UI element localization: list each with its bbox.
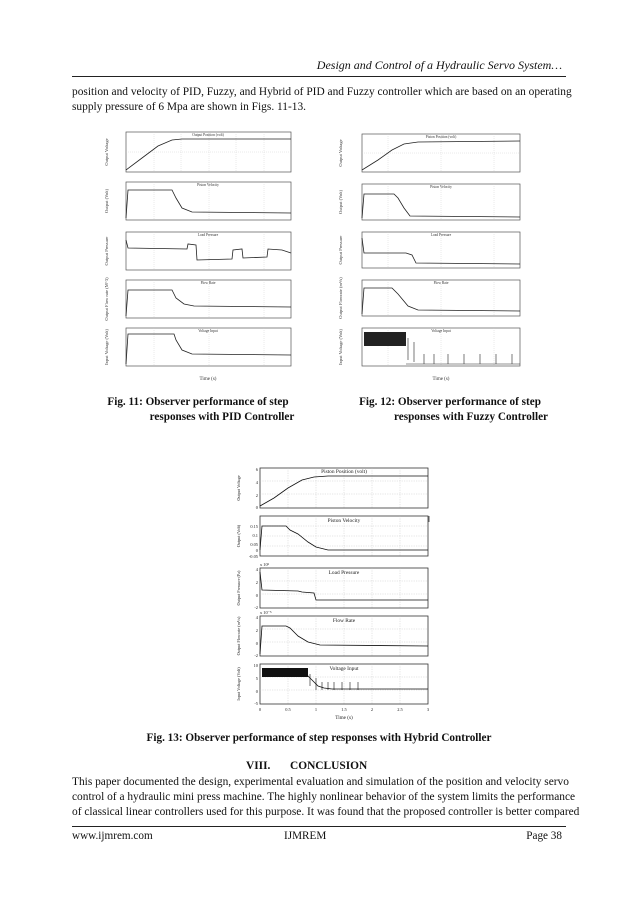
fig13-p4-ytick: 4 bbox=[255, 615, 258, 620]
conclusion-paragraph bbox=[72, 775, 580, 820]
fig11-panel-1-ylabel: Output Voltage bbox=[104, 138, 109, 166]
fig11-panel-2-ylabel: Output (Volt) bbox=[104, 188, 109, 214]
fig11-panel-3-ylabel: Output Pressure bbox=[104, 236, 109, 266]
fig13-p4-ytick: -2 bbox=[254, 653, 258, 658]
fig11-panel-5-ylabel: Input Voltage (Volt) bbox=[104, 329, 109, 365]
fig13-p3-ytick: 0 bbox=[255, 593, 258, 598]
fig12-voltage-chatter bbox=[364, 332, 406, 346]
fig13-p5-ytick: 5 bbox=[255, 676, 258, 681]
fig11-caption-line1: Fig. 11: Observer performance of step bbox=[107, 396, 289, 408]
section-number: VIII. bbox=[246, 760, 271, 772]
fig13-xtick: 2 bbox=[370, 707, 374, 712]
fig13-panel-3-ylabel: Output Pressure (Pa) bbox=[236, 570, 241, 606]
fig11-figure bbox=[92, 128, 304, 390]
fig12-caption-line2: responses with Fuzzy Controller bbox=[393, 411, 549, 423]
fig13-panel-4-ylabel: Output Flowrate (m³/s) bbox=[236, 616, 241, 656]
fig13-p2-ytick: 0.1 bbox=[252, 533, 258, 538]
fig13-p2-ytick: -0.05 bbox=[248, 554, 258, 559]
fig11-panel-4 bbox=[126, 280, 291, 318]
fig12-panel-1-title: Piston Position (volt) bbox=[425, 135, 457, 139]
fig13-p1-ytick: 6 bbox=[255, 467, 258, 472]
intro-paragraph bbox=[72, 85, 572, 115]
conclusion-line-1: This paper documented the design, experimental evaluation and simulation of the position and velocity servo bbox=[72, 776, 569, 788]
fig13-p1-ytick: 2 bbox=[255, 493, 258, 498]
fig11-panel-2-title: Piston Velocity bbox=[197, 183, 219, 187]
fig12-panel-4-ylabel: Output Flowrate (m³/s) bbox=[338, 277, 343, 319]
fig13-p5-ytick: 10 bbox=[253, 663, 258, 668]
fig11-panel-3 bbox=[126, 232, 291, 270]
fig13-p3-ytick: 4 bbox=[255, 567, 258, 572]
fig13-caption: Fig. 13: Observer performance of step responses with Hybrid Controller bbox=[146, 732, 492, 744]
fig13-p4-ytick: 0 bbox=[255, 641, 258, 646]
fig13-p4-ytick: 2 bbox=[255, 628, 258, 633]
fig13-xtick: 2.5 bbox=[397, 707, 403, 712]
fig11-panel-3-title: Load Pressure bbox=[197, 233, 219, 237]
fig12-caption bbox=[344, 395, 556, 425]
fig12-panel-5-title: Voltage Input bbox=[431, 329, 451, 333]
running-title: Design and Control of a Hydraulic Servo System… bbox=[316, 58, 562, 72]
fig12-trace-position bbox=[362, 141, 520, 170]
fig13-xtick: 1.5 bbox=[341, 707, 347, 712]
footer-rule bbox=[72, 826, 566, 827]
fig11-panel-4-title: Flow Rate bbox=[200, 281, 216, 285]
fig13-panel-2-title: Piston Velocity bbox=[327, 518, 361, 524]
fig13-p5-ytick: -5 bbox=[254, 701, 258, 706]
fig12-panel-1-ylabel: Output Voltage bbox=[338, 139, 343, 167]
fig11-trace-flow bbox=[126, 290, 291, 316]
fig13-xtick: 0.5 bbox=[285, 707, 291, 712]
fig12-panel-2-ylabel: Output (Volt) bbox=[338, 189, 343, 215]
fig12-panel-3-title: Load Pressure bbox=[430, 233, 452, 237]
fig13-p2-ytick: 0 bbox=[255, 548, 258, 553]
fig13-xtick: 3 bbox=[426, 707, 430, 712]
fig12-xlabel: Time (s) bbox=[432, 377, 450, 382]
fig11-trace-voltage bbox=[126, 334, 291, 364]
fig11-panel-2 bbox=[126, 182, 291, 220]
fig13-panel-4-exponent: x 10⁻⁵ bbox=[260, 610, 272, 615]
fig11-trace-velocity bbox=[126, 190, 291, 218]
fig12-panel-2-title: Piston Velocity bbox=[430, 185, 452, 189]
fig12-panel-4-title: Flow Rate bbox=[433, 281, 449, 285]
intro-line-2: supply pressure of 6 Mpa are shown in Figs. 11-13. bbox=[72, 101, 307, 113]
fig11-panel-1-title: Output Position (volt) bbox=[192, 133, 224, 137]
fig11-panel-4-ylabel: Output Flow rate (M^3) bbox=[104, 277, 109, 321]
fig13-panel-5-title: Voltage Input bbox=[329, 666, 359, 672]
fig12-panel-3-ylabel: Output Pressure bbox=[338, 235, 343, 265]
conclusion-line-2: control of a hydraulic mini press machine. The highly nonlinear behavior of the system limits the performance bbox=[72, 791, 576, 803]
fig11-caption-line2: responses with PID Controller bbox=[149, 411, 295, 423]
fig12-panel-5-ylabel: Input Voltage (Volt) bbox=[338, 329, 343, 365]
footer-journal: IJMREM bbox=[284, 830, 327, 842]
fig13-p1-ytick: 0 bbox=[255, 505, 258, 510]
fig11-trace-pressure bbox=[126, 240, 291, 260]
footer-website[interactable]: www.ijmrem.com bbox=[72, 830, 153, 842]
fig13-p1-ytick: 4 bbox=[255, 480, 258, 485]
fig11-caption bbox=[92, 395, 304, 425]
fig13-panel-1-title: Piston Position (volt) bbox=[321, 469, 367, 475]
fig12-caption-line1: Fig. 12: Observer performance of step bbox=[359, 396, 541, 408]
fig13-panel-2-ylabel: Output (Volt) bbox=[236, 524, 241, 548]
fig13-p5-ytick: 0 bbox=[255, 689, 258, 694]
fig11-trace-position bbox=[126, 139, 291, 170]
fig11-panel-5-title: Voltage Input bbox=[198, 329, 218, 333]
fig13-p2-ytick: 0.05 bbox=[250, 542, 258, 547]
header-rule bbox=[72, 76, 566, 77]
footer-page-number: Page 38 bbox=[526, 830, 562, 842]
fig13-p3-ytick: -2 bbox=[254, 605, 258, 610]
fig13-voltage-chatter bbox=[262, 668, 308, 677]
fig13-panel-3-title: Load Pressure bbox=[328, 570, 360, 576]
fig13-p2-ytick: 0.15 bbox=[250, 524, 258, 529]
conclusion-line-3: of classical linear controllers used for this purpose. It was found that the proposed controller is better compared bbox=[72, 806, 580, 818]
fig13-figure bbox=[218, 460, 440, 722]
section-heading: CONCLUSION bbox=[290, 760, 368, 772]
fig13-p3-ytick: 2 bbox=[255, 580, 258, 585]
fig13-xtick: 0 bbox=[258, 707, 262, 712]
fig11-xlabel: Time (s) bbox=[199, 377, 217, 382]
fig12-figure bbox=[328, 128, 528, 386]
intro-line-1: position and velocity of PID, Fuzzy, and Hybrid of PID and Fuzzy controller which are based on an operating bbox=[72, 86, 572, 98]
fig13-xlabel: Time (s) bbox=[335, 715, 353, 721]
fig13-panel-5-ylabel: Input Voltage (Volt) bbox=[236, 667, 241, 701]
fig13-panel-4-title: Flow Rate bbox=[332, 618, 356, 624]
fig13-xtick: 1 bbox=[314, 707, 318, 712]
fig13-panel-3-exponent: x 10⁶ bbox=[260, 562, 270, 567]
fig13-panel-1-ylabel: Output Voltage bbox=[236, 475, 241, 501]
